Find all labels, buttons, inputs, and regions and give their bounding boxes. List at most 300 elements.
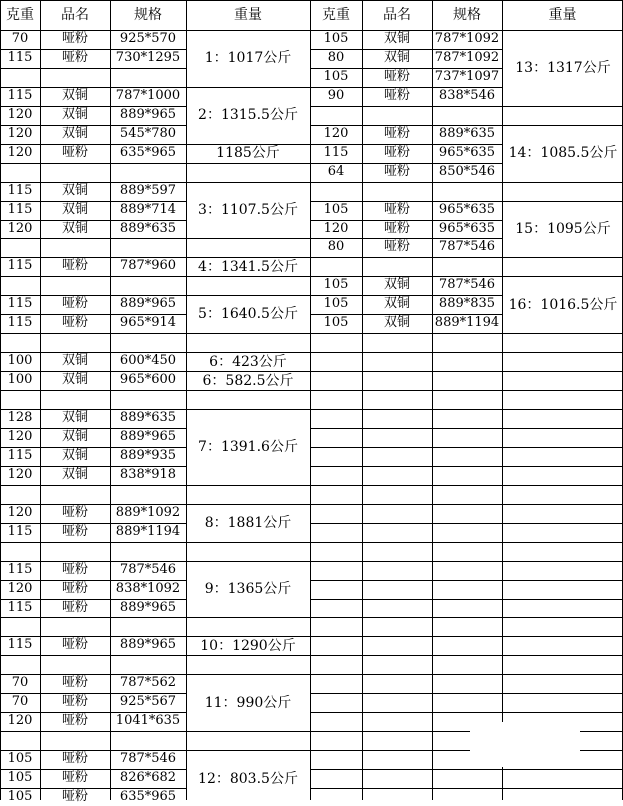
- cell-spec: 1041*635: [115, 713, 181, 729]
- weight-cell: 10：1290公斤: [200, 637, 296, 654]
- cell-product: 双铜: [383, 296, 410, 312]
- row-divider: [310, 523, 503, 524]
- cell-spec: [432, 106, 502, 124]
- row-divider: [186, 485, 311, 486]
- column-divider: [110, 0, 111, 800]
- cell-product: 双铜: [383, 31, 410, 46]
- cell-product: 哑粉: [61, 770, 88, 786]
- cell-product: 哑粉: [383, 239, 410, 255]
- cell-spec: 787*546: [438, 239, 496, 255]
- cell-spec: 965*635: [438, 201, 496, 217]
- row-divider: [0, 542, 187, 543]
- cell-product: 哑粉: [383, 87, 410, 103]
- row-divider: [502, 788, 623, 789]
- row-divider: [186, 731, 311, 732]
- row-divider: [502, 428, 623, 429]
- cell-spec: 850*546: [438, 163, 496, 179]
- cell-product: [40, 485, 110, 503]
- row-divider: [502, 257, 623, 258]
- cell-product: 哑粉: [61, 258, 88, 274]
- row-divider: [310, 655, 503, 656]
- row-divider: [310, 561, 503, 562]
- row-divider: [186, 163, 311, 164]
- row-divider: [310, 220, 503, 221]
- column-divider: [362, 0, 363, 800]
- cell-gram: 120: [7, 466, 33, 482]
- cell-spec: 889*835: [438, 296, 496, 312]
- row-divider: [0, 220, 187, 221]
- cell-product: 双铜: [61, 201, 88, 217]
- weight-cell: 6：423公斤: [209, 353, 287, 370]
- row-divider: [310, 257, 503, 258]
- cell-product: 双铜: [61, 372, 88, 388]
- cell-gram: 80: [327, 239, 345, 255]
- cell-gram: 120: [7, 144, 33, 160]
- cell-product: 哑粉: [61, 694, 88, 710]
- cell-spec: [110, 617, 186, 635]
- weight-cell: 7：1391.6公斤: [198, 438, 298, 455]
- cell-product: 双铜: [61, 106, 88, 122]
- cell-gram: 115: [7, 637, 33, 653]
- row-divider: [502, 276, 623, 277]
- row-divider: [310, 504, 503, 505]
- scan-glare: [470, 722, 580, 767]
- cell-product: 哑粉: [61, 580, 88, 596]
- row-divider: [310, 201, 503, 202]
- cell-product: [40, 238, 110, 256]
- cell-gram: 120: [323, 220, 349, 236]
- row-divider: [0, 504, 187, 505]
- weight-cell: 8：1881公斤: [204, 514, 292, 531]
- cell-spec: 635*965: [119, 789, 177, 804]
- cell-product: 哑粉: [61, 675, 88, 691]
- row-divider: [0, 617, 187, 618]
- cell-gram: [0, 617, 40, 635]
- cell-gram: 70: [11, 31, 29, 46]
- row-divider: [186, 182, 311, 183]
- cell-product: 哑粉: [61, 637, 88, 653]
- row-divider: [310, 68, 503, 69]
- row-divider: [186, 352, 311, 353]
- cell-product: 哑粉: [61, 789, 88, 804]
- cell-product: 双铜: [61, 182, 88, 198]
- row-divider: [310, 49, 503, 50]
- cell-spec: 925*567: [119, 694, 177, 710]
- cell-spec: 965*914: [119, 315, 177, 331]
- cell-product: 双铜: [61, 353, 88, 369]
- cell-spec: 787*960: [119, 258, 177, 274]
- row-divider: [310, 182, 503, 183]
- cell-gram: [0, 390, 40, 408]
- cell-spec: 889*635: [119, 220, 177, 236]
- cell-gram: 80: [327, 49, 345, 65]
- header-spec-left: 规格: [134, 7, 162, 23]
- row-divider: [310, 371, 503, 372]
- cell-product: [40, 68, 110, 86]
- row-divider: [310, 295, 503, 296]
- cell-gram: 100: [7, 353, 33, 369]
- row-divider: [186, 655, 311, 656]
- cell-product: 哑粉: [61, 315, 88, 331]
- cell-product: 双铜: [61, 125, 88, 141]
- cell-product: 哑粉: [61, 751, 88, 767]
- row-divider: [310, 693, 503, 694]
- row-divider: [0, 144, 187, 145]
- cell-spec: 889*714: [119, 201, 177, 217]
- cell-spec: [432, 257, 502, 275]
- cell-product: 双铜: [61, 410, 88, 425]
- cell-gram: 70: [11, 694, 29, 710]
- cell-product: 哑粉: [383, 163, 410, 179]
- cell-spec: [110, 542, 186, 560]
- row-divider: [186, 542, 311, 543]
- cell-gram: 90: [327, 87, 345, 103]
- cell-spec: 889*1194: [434, 315, 500, 331]
- row-divider: [502, 352, 623, 353]
- row-divider: [0, 30, 623, 31]
- cell-gram: 105: [323, 277, 349, 293]
- row-divider: [0, 182, 187, 183]
- cell-spec: 838*1092: [115, 580, 181, 596]
- cell-gram: 115: [7, 182, 33, 198]
- cell-spec: 889*1092: [115, 504, 181, 520]
- weight-cell: 11：990公斤: [204, 694, 292, 711]
- row-divider: [0, 49, 187, 50]
- cell-gram: 115: [7, 296, 33, 312]
- row-divider: [0, 769, 187, 770]
- weight-cell: 13：1317公斤: [515, 59, 611, 76]
- cell-gram: 120: [7, 504, 33, 520]
- weight-cell: 2：1315.5公斤: [198, 107, 298, 124]
- cell-product: [40, 333, 110, 351]
- cell-product: 双铜: [383, 315, 410, 331]
- cell-product: [40, 542, 110, 560]
- cell-spec: 787*1092: [434, 31, 500, 46]
- cell-spec: 787*546: [119, 561, 177, 577]
- row-divider: [186, 371, 311, 372]
- cell-product: [40, 276, 110, 294]
- row-divider: [0, 712, 187, 713]
- cell-spec: 787*546: [119, 751, 177, 767]
- cell-spec: 826*682: [119, 770, 177, 786]
- weight-cell: 15：1095公斤: [515, 220, 611, 237]
- row-divider: [0, 750, 187, 751]
- cell-spec: 787*562: [119, 675, 177, 691]
- row-divider: [0, 674, 187, 675]
- row-divider: [0, 68, 187, 69]
- cell-gram: 115: [7, 447, 33, 463]
- cell-spec: 730*1295: [115, 49, 181, 65]
- weight-cell: 14：1085.5公斤: [508, 145, 618, 162]
- row-divider: [502, 106, 623, 107]
- weight-cell: 3：1107.5公斤: [198, 202, 298, 219]
- cell-spec: 889*965: [119, 106, 177, 122]
- row-divider: [0, 314, 187, 315]
- row-divider: [0, 636, 187, 637]
- cell-gram: 115: [7, 523, 33, 539]
- row-divider: [0, 428, 187, 429]
- header-weight-right: 重量: [548, 7, 577, 23]
- cell-product: 哑粉: [383, 220, 410, 236]
- cell-gram: [310, 106, 362, 124]
- cell-spec: 838*918: [119, 466, 177, 482]
- weight-cell: 9：1365公斤: [204, 581, 292, 598]
- row-divider: [310, 466, 503, 467]
- row-divider: [0, 523, 187, 524]
- cell-product: 双铜: [61, 428, 88, 444]
- row-divider: [502, 447, 623, 448]
- row-divider: [310, 428, 503, 429]
- cell-gram: [0, 542, 40, 560]
- row-divider: [502, 599, 623, 600]
- row-divider: [310, 125, 503, 126]
- row-divider: [0, 561, 187, 562]
- row-divider: [0, 257, 187, 258]
- cell-gram: 115: [7, 87, 33, 103]
- cell-gram: 120: [7, 220, 33, 236]
- weight-cell: 1：1017公斤: [204, 50, 292, 67]
- cell-gram: 100: [7, 372, 33, 388]
- cell-product: [40, 731, 110, 749]
- cell-product: 哑粉: [61, 49, 88, 65]
- row-divider: [0, 333, 187, 334]
- cell-gram: [0, 731, 40, 749]
- header-spec-right: 规格: [453, 7, 481, 23]
- cell-spec: [432, 182, 502, 200]
- cell-product: 哑粉: [383, 125, 410, 141]
- row-divider: [502, 769, 623, 770]
- cell-gram: 64: [327, 163, 345, 179]
- cell-gram: [0, 163, 40, 181]
- row-divider: [0, 447, 187, 448]
- cell-gram: [310, 257, 362, 275]
- header-product-left: 品名: [61, 7, 89, 23]
- cell-product: 双铜: [61, 466, 88, 482]
- cell-spec: [110, 68, 186, 86]
- cell-spec: [110, 655, 186, 673]
- cell-gram: 120: [7, 580, 33, 596]
- cell-spec: 889*965: [119, 599, 177, 615]
- cell-product: 哑粉: [61, 561, 88, 577]
- weight-cell: 1185公斤: [216, 145, 280, 162]
- row-divider: [0, 485, 187, 486]
- row-divider: [310, 674, 503, 675]
- cell-spec: 787*546: [438, 277, 496, 293]
- cell-product: 双铜: [61, 220, 88, 236]
- cell-spec: 787*1000: [115, 87, 181, 103]
- row-divider: [0, 788, 187, 789]
- row-divider: [0, 580, 187, 581]
- cell-gram: 105: [323, 296, 349, 312]
- cell-product: [362, 257, 432, 275]
- row-divider: [186, 636, 311, 637]
- weight-cell: 6：582.5公斤: [202, 372, 294, 389]
- cell-gram: [310, 182, 362, 200]
- cell-product: 哑粉: [61, 144, 88, 160]
- row-divider: [502, 712, 623, 713]
- row-divider: [502, 466, 623, 467]
- cell-gram: 105: [323, 68, 349, 84]
- cell-product: 双铜: [383, 49, 410, 65]
- cell-spec: [110, 238, 186, 256]
- row-divider: [310, 238, 503, 239]
- cell-product: 哑粉: [383, 68, 410, 84]
- cell-gram: 115: [7, 315, 33, 331]
- weight-cell: 16：1016.5公斤: [508, 296, 618, 313]
- row-divider: [310, 333, 503, 334]
- row-divider: [0, 466, 187, 467]
- cell-spec: [110, 731, 186, 749]
- row-divider: [186, 504, 311, 505]
- column-divider: [0, 0, 1, 800]
- row-divider: [502, 390, 623, 391]
- row-divider: [310, 712, 503, 713]
- row-divider: [186, 257, 311, 258]
- cell-spec: [110, 485, 186, 503]
- cell-gram: 115: [7, 561, 33, 577]
- column-divider: [310, 0, 311, 800]
- row-divider: [502, 636, 623, 637]
- row-divider: [502, 561, 623, 562]
- cell-spec: 545*780: [119, 125, 177, 141]
- cell-spec: 889*597: [119, 182, 177, 198]
- cell-spec: 838*546: [438, 87, 496, 103]
- cell-gram: 120: [323, 125, 349, 141]
- cell-product: 哑粉: [383, 201, 410, 217]
- row-divider: [502, 125, 623, 126]
- row-divider: [310, 447, 503, 448]
- cell-gram: 70: [11, 675, 29, 691]
- row-divider: [186, 561, 311, 562]
- cell-spec: 965*600: [119, 372, 177, 388]
- cell-product: 哑粉: [383, 144, 410, 160]
- row-divider: [310, 276, 503, 277]
- cell-product: 哑粉: [61, 504, 88, 520]
- row-divider: [186, 144, 311, 145]
- cell-product: 哑粉: [61, 713, 88, 729]
- weight-cell: 4：1341.5公斤: [198, 258, 298, 275]
- cell-gram: [0, 655, 40, 673]
- column-divider: [40, 0, 41, 800]
- row-divider: [502, 580, 623, 581]
- row-divider: [0, 409, 187, 410]
- cell-product: 哑粉: [61, 296, 88, 312]
- row-divider: [310, 599, 503, 600]
- cell-product: 双铜: [383, 277, 410, 293]
- cell-gram: 120: [7, 125, 33, 141]
- column-divider: [186, 0, 187, 800]
- row-divider: [502, 617, 623, 618]
- row-divider: [186, 617, 311, 618]
- cell-spec: 965*635: [438, 220, 496, 236]
- row-divider: [502, 655, 623, 656]
- row-divider: [0, 731, 187, 732]
- cell-gram: 120: [7, 428, 33, 444]
- cell-product: 哑粉: [61, 31, 88, 46]
- header-gram-right: 克重: [322, 7, 350, 23]
- row-divider: [0, 371, 187, 372]
- cell-gram: [0, 276, 40, 294]
- cell-gram: 120: [7, 106, 33, 122]
- row-divider: [0, 276, 187, 277]
- row-divider: [186, 238, 311, 239]
- row-divider: [186, 295, 311, 296]
- row-divider: [502, 693, 623, 694]
- cell-gram: 115: [323, 144, 349, 160]
- cell-product: [40, 390, 110, 408]
- cell-gram: [0, 485, 40, 503]
- header-product-right: 品名: [383, 7, 411, 23]
- row-divider: [502, 371, 623, 372]
- weight-cell: 5：1640.5公斤: [198, 306, 298, 323]
- row-divider: [310, 485, 503, 486]
- cell-product: [40, 655, 110, 673]
- cell-gram: 115: [7, 258, 33, 274]
- cell-product: [362, 106, 432, 124]
- row-divider: [310, 580, 503, 581]
- row-divider: [310, 769, 503, 770]
- row-divider: [0, 201, 187, 202]
- row-divider: [186, 390, 311, 391]
- row-divider: [0, 295, 187, 296]
- row-divider: [0, 599, 187, 600]
- cell-spec: 889*635: [438, 125, 496, 141]
- row-divider: [310, 788, 503, 789]
- cell-spec: 889*965: [119, 428, 177, 444]
- row-divider: [0, 125, 187, 126]
- row-divider: [502, 333, 623, 334]
- cell-gram: 105: [7, 751, 33, 767]
- row-divider: [310, 617, 503, 618]
- row-divider: [186, 674, 311, 675]
- row-divider: [502, 485, 623, 486]
- row-divider: [310, 409, 503, 410]
- cell-gram: 105: [323, 315, 349, 331]
- cell-product: [40, 617, 110, 635]
- cell-spec: [110, 390, 186, 408]
- row-divider: [0, 693, 187, 694]
- cell-product: 哑粉: [61, 599, 88, 615]
- cell-spec: 889*965: [119, 637, 177, 653]
- cell-spec: 925*570: [119, 31, 177, 46]
- row-divider: [310, 106, 503, 107]
- row-divider: [502, 674, 623, 675]
- cell-product: 双铜: [61, 87, 88, 103]
- cell-spec: 889*935: [119, 447, 177, 463]
- cell-spec: [110, 276, 186, 294]
- row-divider: [0, 0, 623, 1]
- cell-spec: 965*635: [438, 144, 496, 160]
- row-divider: [502, 542, 623, 543]
- cell-gram: [0, 238, 40, 256]
- cell-spec: 889*1194: [115, 523, 181, 539]
- cell-spec: 635*965: [119, 144, 177, 160]
- row-divider: [310, 314, 503, 315]
- row-divider: [310, 542, 503, 543]
- row-divider: [502, 201, 623, 202]
- cell-gram: 115: [7, 599, 33, 615]
- header-gram-left: 克重: [6, 7, 34, 23]
- row-divider: [0, 390, 187, 391]
- row-divider: [186, 750, 311, 751]
- row-divider: [186, 276, 311, 277]
- cell-spec: 737*1097: [434, 68, 500, 84]
- cell-gram: 120: [7, 713, 33, 729]
- cell-spec: [110, 333, 186, 351]
- row-divider: [0, 106, 187, 107]
- cell-gram: 105: [7, 789, 33, 804]
- cell-spec: 600*450: [119, 353, 177, 369]
